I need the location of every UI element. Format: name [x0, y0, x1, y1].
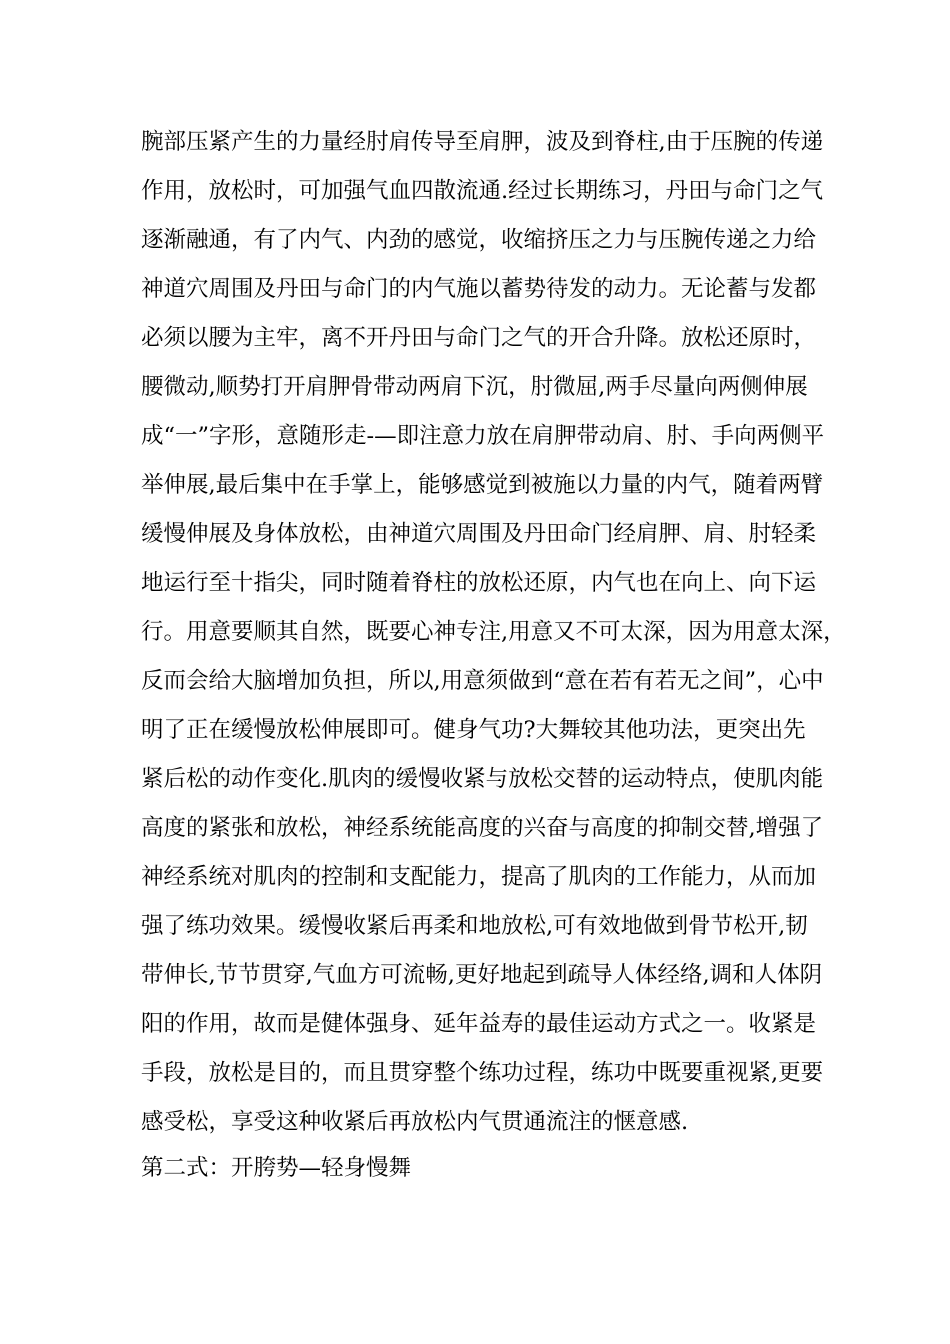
text-line: 明了正在缓慢放松伸展即可。健身气功?大舞较其他功法，更突出先 [141, 717, 806, 743]
text-line: 腕部压紧产生的力量经肘肩传导至肩胛，波及到脊柱,由于压腕的传递 [141, 129, 824, 155]
text-line: 成“一”字形，意随形走-—即注意力放在肩胛带动肩、肘、手向两侧平 [141, 423, 825, 449]
text-line: 作用，放松时，可加强气血四散流通.经过长期练习，丹田与命门之气 [141, 178, 824, 204]
text-line: 强了练功效果。缓慢收紧后再柔和地放松,可有效地做到骨节松开,韧 [141, 913, 808, 939]
text-line: 腰微动,顺势打开肩胛骨带动两肩下沉，肘微屈,两手尽量向两侧伸展 [141, 374, 808, 400]
text-line: 缓慢伸展及身体放松，由神道穴周围及丹田命门经肩胛、肩、肘轻柔 [141, 521, 817, 547]
body-paragraph [141, 118, 846, 1147]
text-line: 举伸展,最后集中在手掌上，能够感觉到被施以力量的内气，随着两臂 [141, 472, 824, 498]
text-line: 反而会给大脑增加负担，所以,用意须做到“意在若有若无之间”，心中 [141, 668, 824, 694]
text-line: 必须以腰为主牢，离不开丹田与命门之气的开合升降。放松还原时， [141, 325, 817, 351]
text-line: 感受松，享受这种收紧后再放松内气贯通流注的惬意感. [141, 1109, 689, 1135]
text-line: 紧后松的动作变化.肌肉的缓慢收紧与放松交替的运动特点，使肌肉能 [141, 766, 824, 792]
text-line: 逐渐融通，有了内气、内劲的感觉，收缩挤压之力与压腕传递之力给 [141, 227, 817, 253]
text-line: 神道穴周围及丹田与命门的内气施以蓄势待发的动力。无论蓄与发都 [141, 276, 817, 302]
text-line: 地运行至十指尖，同时随着脊柱的放松还原，内气也在向上、向下运 [141, 570, 817, 596]
section-heading: 第二式：开胯势—轻身慢舞 [141, 1155, 412, 1181]
text-line: 行。用意要顺其自然，既要心神专注,用意又不可太深，因为用意太深， [141, 619, 846, 645]
text-line: 高度的紧张和放松，神经系统能高度的兴奋与高度的抑制交替,增强了 [141, 815, 824, 841]
text-line: 神经系统对肌肉的控制和支配能力，提高了肌肉的工作能力，从而加 [141, 864, 817, 890]
text-line: 带伸长,节节贯穿,气血方可流畅,更好地起到疏导人体经络,调和人体阴 [141, 962, 823, 988]
text-line: 手段，放松是目的，而且贯穿整个练功过程，练功中既要重视紧,更要 [141, 1060, 824, 1086]
text-line: 阳的作用，故而是健体强身、延年益寿的最佳运动方式之一。收紧是 [141, 1011, 817, 1037]
